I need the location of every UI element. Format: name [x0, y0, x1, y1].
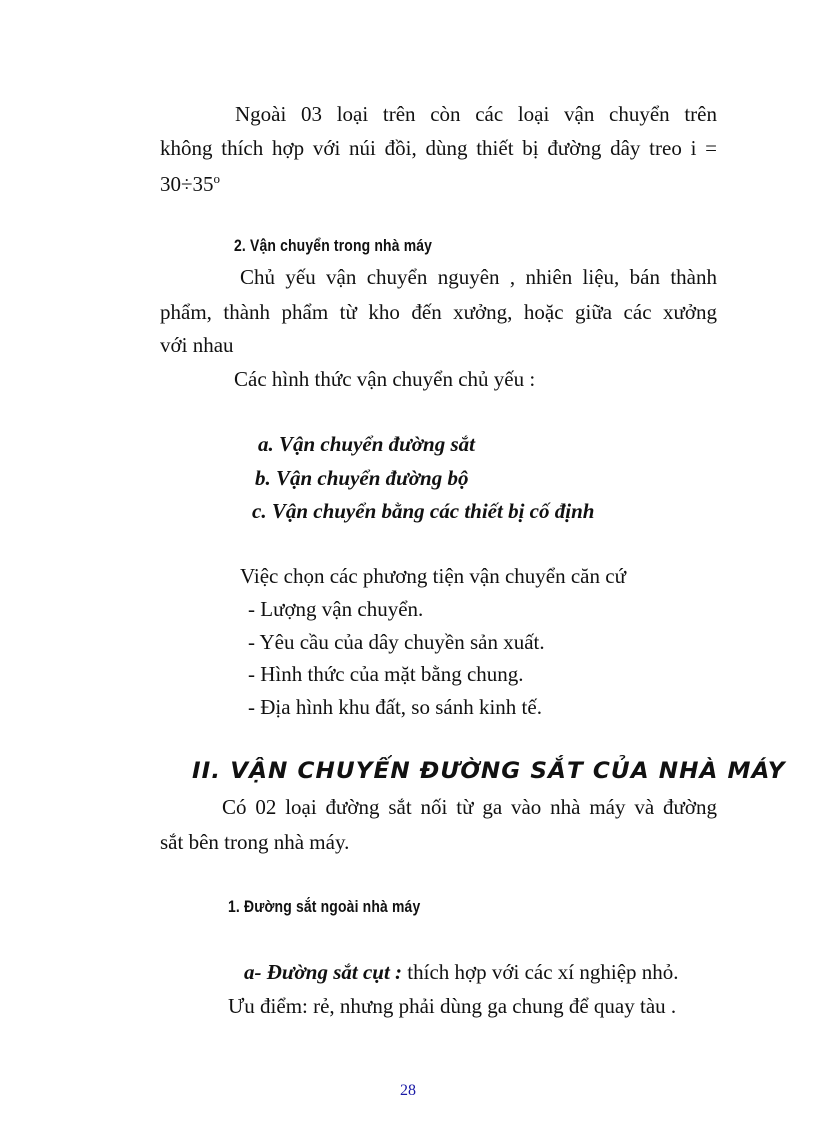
item-a-text: thích hợp với các xí nghiệp nhỏ.: [402, 960, 679, 984]
intro-line-3: $30\div 35^o$: [160, 171, 221, 196]
criteria-item-1: - Lượng vận chuyển.: [248, 597, 424, 621]
section-II-para-line-2: sắt bên trong nhà máy.: [160, 830, 350, 854]
criteria-item-2: - Yêu cầu của dây chuyền sản xuất.: [248, 630, 545, 654]
page-number: 28: [400, 1082, 416, 1099]
item-a-line-2: Ưu điểm: rẻ, nhưng phải dùng ga chung để quay tàu .: [228, 994, 677, 1018]
section-2-para-line-3: với nhau: [160, 333, 234, 357]
section-II-para-line-1: Có 02 loại đường sắt nối từ ga vào nhà máy và đường: [222, 795, 717, 819]
section-II-sub-heading: 1. Đường sắt ngoài nhà máy: [228, 897, 421, 916]
form-item-c: c. Vận chuyển bằng các thiết bị cố định: [252, 499, 595, 523]
section-II-heading: II. VẬN CHUYỂN ĐƯỜNG SẮT CỦA NHÀ MÁY: [192, 759, 786, 784]
forms-intro: Các hình thức vận chuyển chủ yếu :: [234, 367, 536, 391]
section-2-para-line-1: Chủ yếu vận chuyển nguyên , nhiên liệu, bán thành: [240, 265, 717, 289]
section-2-heading: 2. Vận chuyển trong nhà máy: [234, 236, 433, 255]
section-2-para-line-2: phẩm, thành phẩm từ kho đến xưởng, hoặc giữa các xưởng: [160, 300, 717, 324]
criteria-item-4: - Địa hình khu đất, so sánh kinh tế.: [248, 695, 542, 719]
intro-line-1: Ngoài 03 loại trên còn các loại vận chuyển trên: [235, 102, 717, 126]
choice-intro: Việc chọn các phương tiện vận chuyển căn cứ: [240, 564, 626, 588]
criteria-item-3: - Hình thức của mặt bằng chung.: [248, 662, 524, 686]
form-item-b: b. Vận chuyển đường bộ: [255, 466, 469, 490]
intro-line-2: không thích hợp với núi đồi, dùng thiết bị đường dây treo i =: [160, 136, 717, 160]
form-item-a: a. Vận chuyển đường sắt: [258, 432, 475, 456]
item-a-line-1: [244, 958, 679, 986]
item-a-label: a- Đường sắt cụt :: [244, 960, 403, 984]
